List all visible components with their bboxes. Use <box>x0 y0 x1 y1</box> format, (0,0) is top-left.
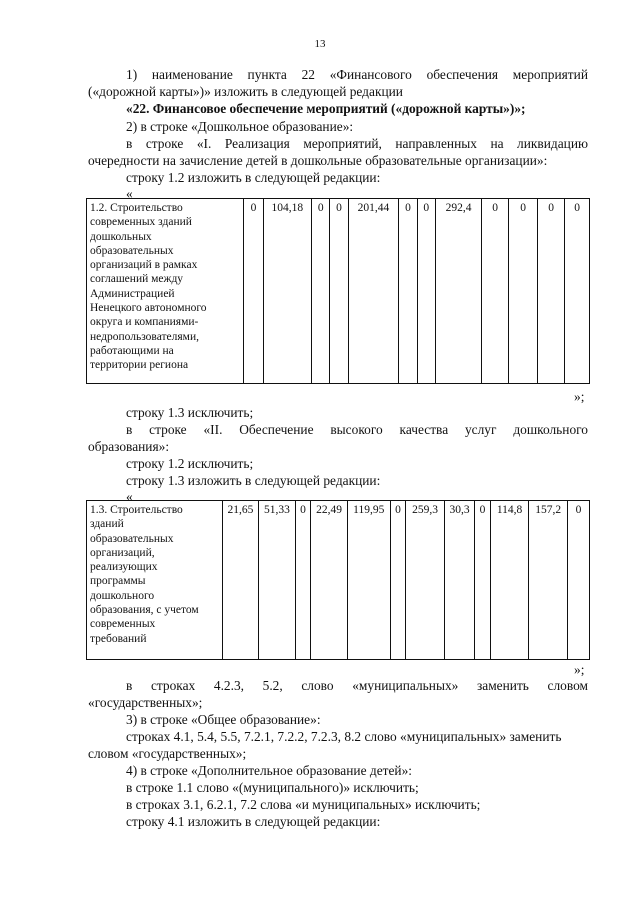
text-line-9: в строке «II. Обеспечение высокого качества услуг дошкольного <box>126 422 588 437</box>
table-cell-value: 0 <box>482 199 509 384</box>
amendment-table-row-1-2 <box>86 198 590 384</box>
table-cell-value: 0 <box>538 199 565 384</box>
text-line-15: 3) в строке «Общее образование»: <box>126 712 321 727</box>
close-quote-1: »; <box>574 389 585 404</box>
table-cell-value: 0 <box>390 501 406 660</box>
text-line-18: 4) в строке «Дополнительное образование детей»: <box>126 763 413 778</box>
text-line-20: в строках 3.1, 6.2.1, 7.2 слова «и муниципальных» исключить; <box>126 797 481 812</box>
table-cell-value: 119,95 <box>347 501 390 660</box>
page-number: 13 <box>314 38 326 50</box>
table-cell-value: 22,49 <box>311 501 348 660</box>
table-row <box>87 199 590 384</box>
text-line-13: в строках 4.2.3, 5.2, слово «муниципальных» заменить словом <box>126 678 588 693</box>
table-cell-value: 0 <box>475 501 491 660</box>
table-row <box>87 501 590 660</box>
section-heading: «22. Финансовое обеспечение мероприятий («дорожной карты»)»; <box>126 101 526 116</box>
table-cell-description: 1.3. Строительство зданий образовательных организаций, реализующих программы дошкольного образования, с учетом современных требований <box>87 501 223 660</box>
text-line-4: 2) в строке «Дошкольное образование»: <box>126 119 354 134</box>
table-cell-value: 21,65 <box>222 501 259 660</box>
table-cell-value: 0 <box>417 199 435 384</box>
table-cell-value: 292,4 <box>435 199 481 384</box>
table-cell-value: 0 <box>399 199 417 384</box>
open-quote-1: « <box>126 186 133 201</box>
table-cell-value: 104,18 <box>263 199 311 384</box>
table-cell-value: 0 <box>312 199 330 384</box>
text-line-2: («дорожной карты»)» изложить в следующей редакции <box>88 84 403 99</box>
table-cell-value: 0 <box>295 501 311 660</box>
open-quote-2: « <box>126 489 133 504</box>
table-cell-value: 201,44 <box>348 199 399 384</box>
text-line-14: «государственных»; <box>88 695 203 710</box>
text-line-19: в строке 1.1 слово «(муниципального)» исключить; <box>126 780 419 795</box>
text-line-12: строку 1.3 изложить в следующей редакции: <box>126 473 381 488</box>
text-line-17: словом «государственных»; <box>88 746 247 761</box>
close-quote-2: »; <box>574 662 585 677</box>
table-cell-value: 0 <box>567 501 589 660</box>
text-line-10: образования»: <box>88 439 170 454</box>
text-line-16: строках 4.1, 5.4, 5.5, 7.2.1, 7.2.2, 7.2.3, 8.2 слово «муниципальных» заменить <box>126 729 562 744</box>
table-cell-value: 0 <box>330 199 348 384</box>
text-line-1: 1) наименование пункта 22 «Финансового обеспечения мероприятий <box>126 67 588 82</box>
table-cell-value: 157,2 <box>529 501 568 660</box>
amendment-table-row-1-3 <box>86 500 590 660</box>
text-line-8: строку 1.3 исключить; <box>126 405 254 420</box>
table-cell-value: 259,3 <box>406 501 445 660</box>
table-cell-value: 51,33 <box>259 501 296 660</box>
text-line-6: очередности на зачисление детей в дошкольные образовательные организации»: <box>88 153 548 168</box>
table-cell-value: 0 <box>509 199 538 384</box>
table-cell-value: 0 <box>565 199 590 384</box>
text-line-21: строку 4.1 изложить в следующей редакции: <box>126 814 381 829</box>
text-line-11: строку 1.2 исключить; <box>126 456 254 471</box>
table-cell-value: 0 <box>244 199 263 384</box>
text-line-7: строку 1.2 изложить в следующей редакции: <box>126 170 381 185</box>
table-cell-description: 1.2. Строительство современных зданий дошкольных образовательных организаций в рамках соглашений между Администрацией Ненецкого автономного округа и компаниями- недропользователями, работающими на территории региона <box>87 199 244 384</box>
text-line-5: в строке «I. Реализация мероприятий, направленных на ликвидацию <box>126 136 588 151</box>
table-cell-value: 30,3 <box>444 501 474 660</box>
table-cell-value: 114,8 <box>490 501 529 660</box>
